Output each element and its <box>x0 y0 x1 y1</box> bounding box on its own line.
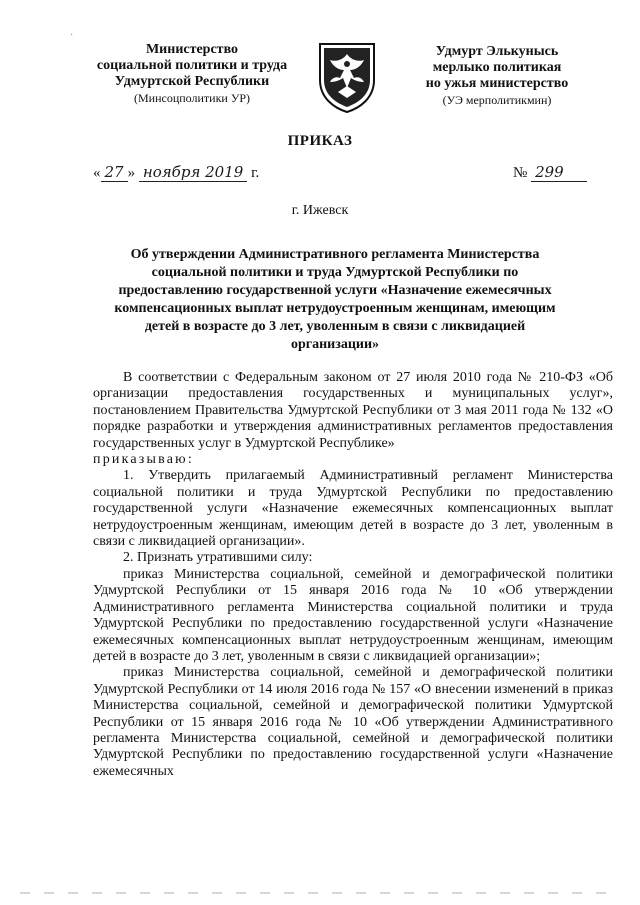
order-number <box>513 163 587 182</box>
date-suffix: г. <box>251 165 260 181</box>
date-month-year: ноября 2019 <box>139 163 247 182</box>
date-open-quote: « <box>93 165 101 181</box>
item-2a-paragraph: приказ Министерства социальной, семейной и демографической политики Удмуртской Республики от 15 января 2016 года № 10 «Об утверждении Административного регламента Министерства социальной политики и труда Удмуртской Республики по предоставлению государственной услуги «Назначение ежемесячных компенсационных выплат нетрудоустроенным женщинам, имеющим детей в возрасте до 3 лет, уволенным в связи с ликвидацией организации»; <box>93 566 613 664</box>
document-type: ПРИКАЗ <box>287 133 353 149</box>
order-date <box>93 163 259 182</box>
item-1-paragraph: 1. Утвердить прилагаемый Административный регламент Министерства социальной политики и труда Удмуртской Республики по предоставлению государственной услуги «Назначение ежемесячных компенсационных выплат нетрудоустроенным женщинам, имеющим детей в возрасте до 3 лет, уволенным в связи с ликвидацией организации». <box>93 468 613 550</box>
number-value: 299 <box>531 163 587 182</box>
ministry-name-line2: социальной политики и труда <box>96 58 288 73</box>
date-day: 27 <box>101 163 128 182</box>
ministry-name-russian <box>82 42 302 106</box>
ministry-udm-line1: Удмурт Элькунысь <box>435 44 559 59</box>
ministry-name-line3: Удмуртской Республики <box>114 74 270 89</box>
preamble-paragraph: В соответствии с Федеральным законом от 27 июля 2010 года № 210-ФЗ «Об организации предоставления государственных и муниципальных услуг», постановлением Правительства Удмуртской Республики от 3 мая 2011 года № 132 «О порядке разработки и утверждения административных регламентов предоставления государственных услуг в Удмуртской Республике» <box>93 370 613 451</box>
ministry-udm-line2: мерлыко политикая <box>432 60 562 75</box>
order-word: приказываю: <box>93 452 194 468</box>
ministry-udm-line3: но ужья министерство <box>425 76 569 91</box>
scan-artifact: · <box>70 30 74 41</box>
ministry-abbr: (Минсоцполитики УР) <box>133 91 250 105</box>
ministry-udm-abbr: (УЭ мерполитикмин) <box>442 93 552 107</box>
number-label: № <box>513 165 528 181</box>
udmurt-coat-of-arms-icon <box>316 40 378 114</box>
item-2-paragraph: 2. Признать утратившими силу: <box>123 550 313 566</box>
ministry-name-udmurt <box>392 44 602 108</box>
issue-city: г. Ижевск <box>291 203 349 218</box>
ministry-name-line1: Министерство <box>145 42 239 57</box>
document-title: Об утверждении Административного регламента Министерства социальной политики и труда Удмуртской Республики по предоставлению государственной услуги «Назначение ежемесячных компенсационных выплат нетрудоустроенным женщинам, имеющим детей в возрасте до 3 лет, уволенным в связи с ликвидацией организации» <box>114 247 556 352</box>
date-close-quote: » <box>127 165 136 181</box>
item-2b-paragraph: приказ Министерства социальной, семейной и демографической политики Удмуртской Республики от 14 июля 2016 года № 157 «О внесении изменений в приказ Министерства социальной, семейной и демографической политики Удмуртской Республики от 15 января 2016 года № 10 «Об утверждении Административного регламента Министерства социальной, семейной и демографической политики Удмуртской Республики по предоставлению государственной услуги «Назначение ежемесячных <box>93 665 613 779</box>
document-body <box>93 370 613 780</box>
scan-bottom-artifact <box>20 892 620 894</box>
